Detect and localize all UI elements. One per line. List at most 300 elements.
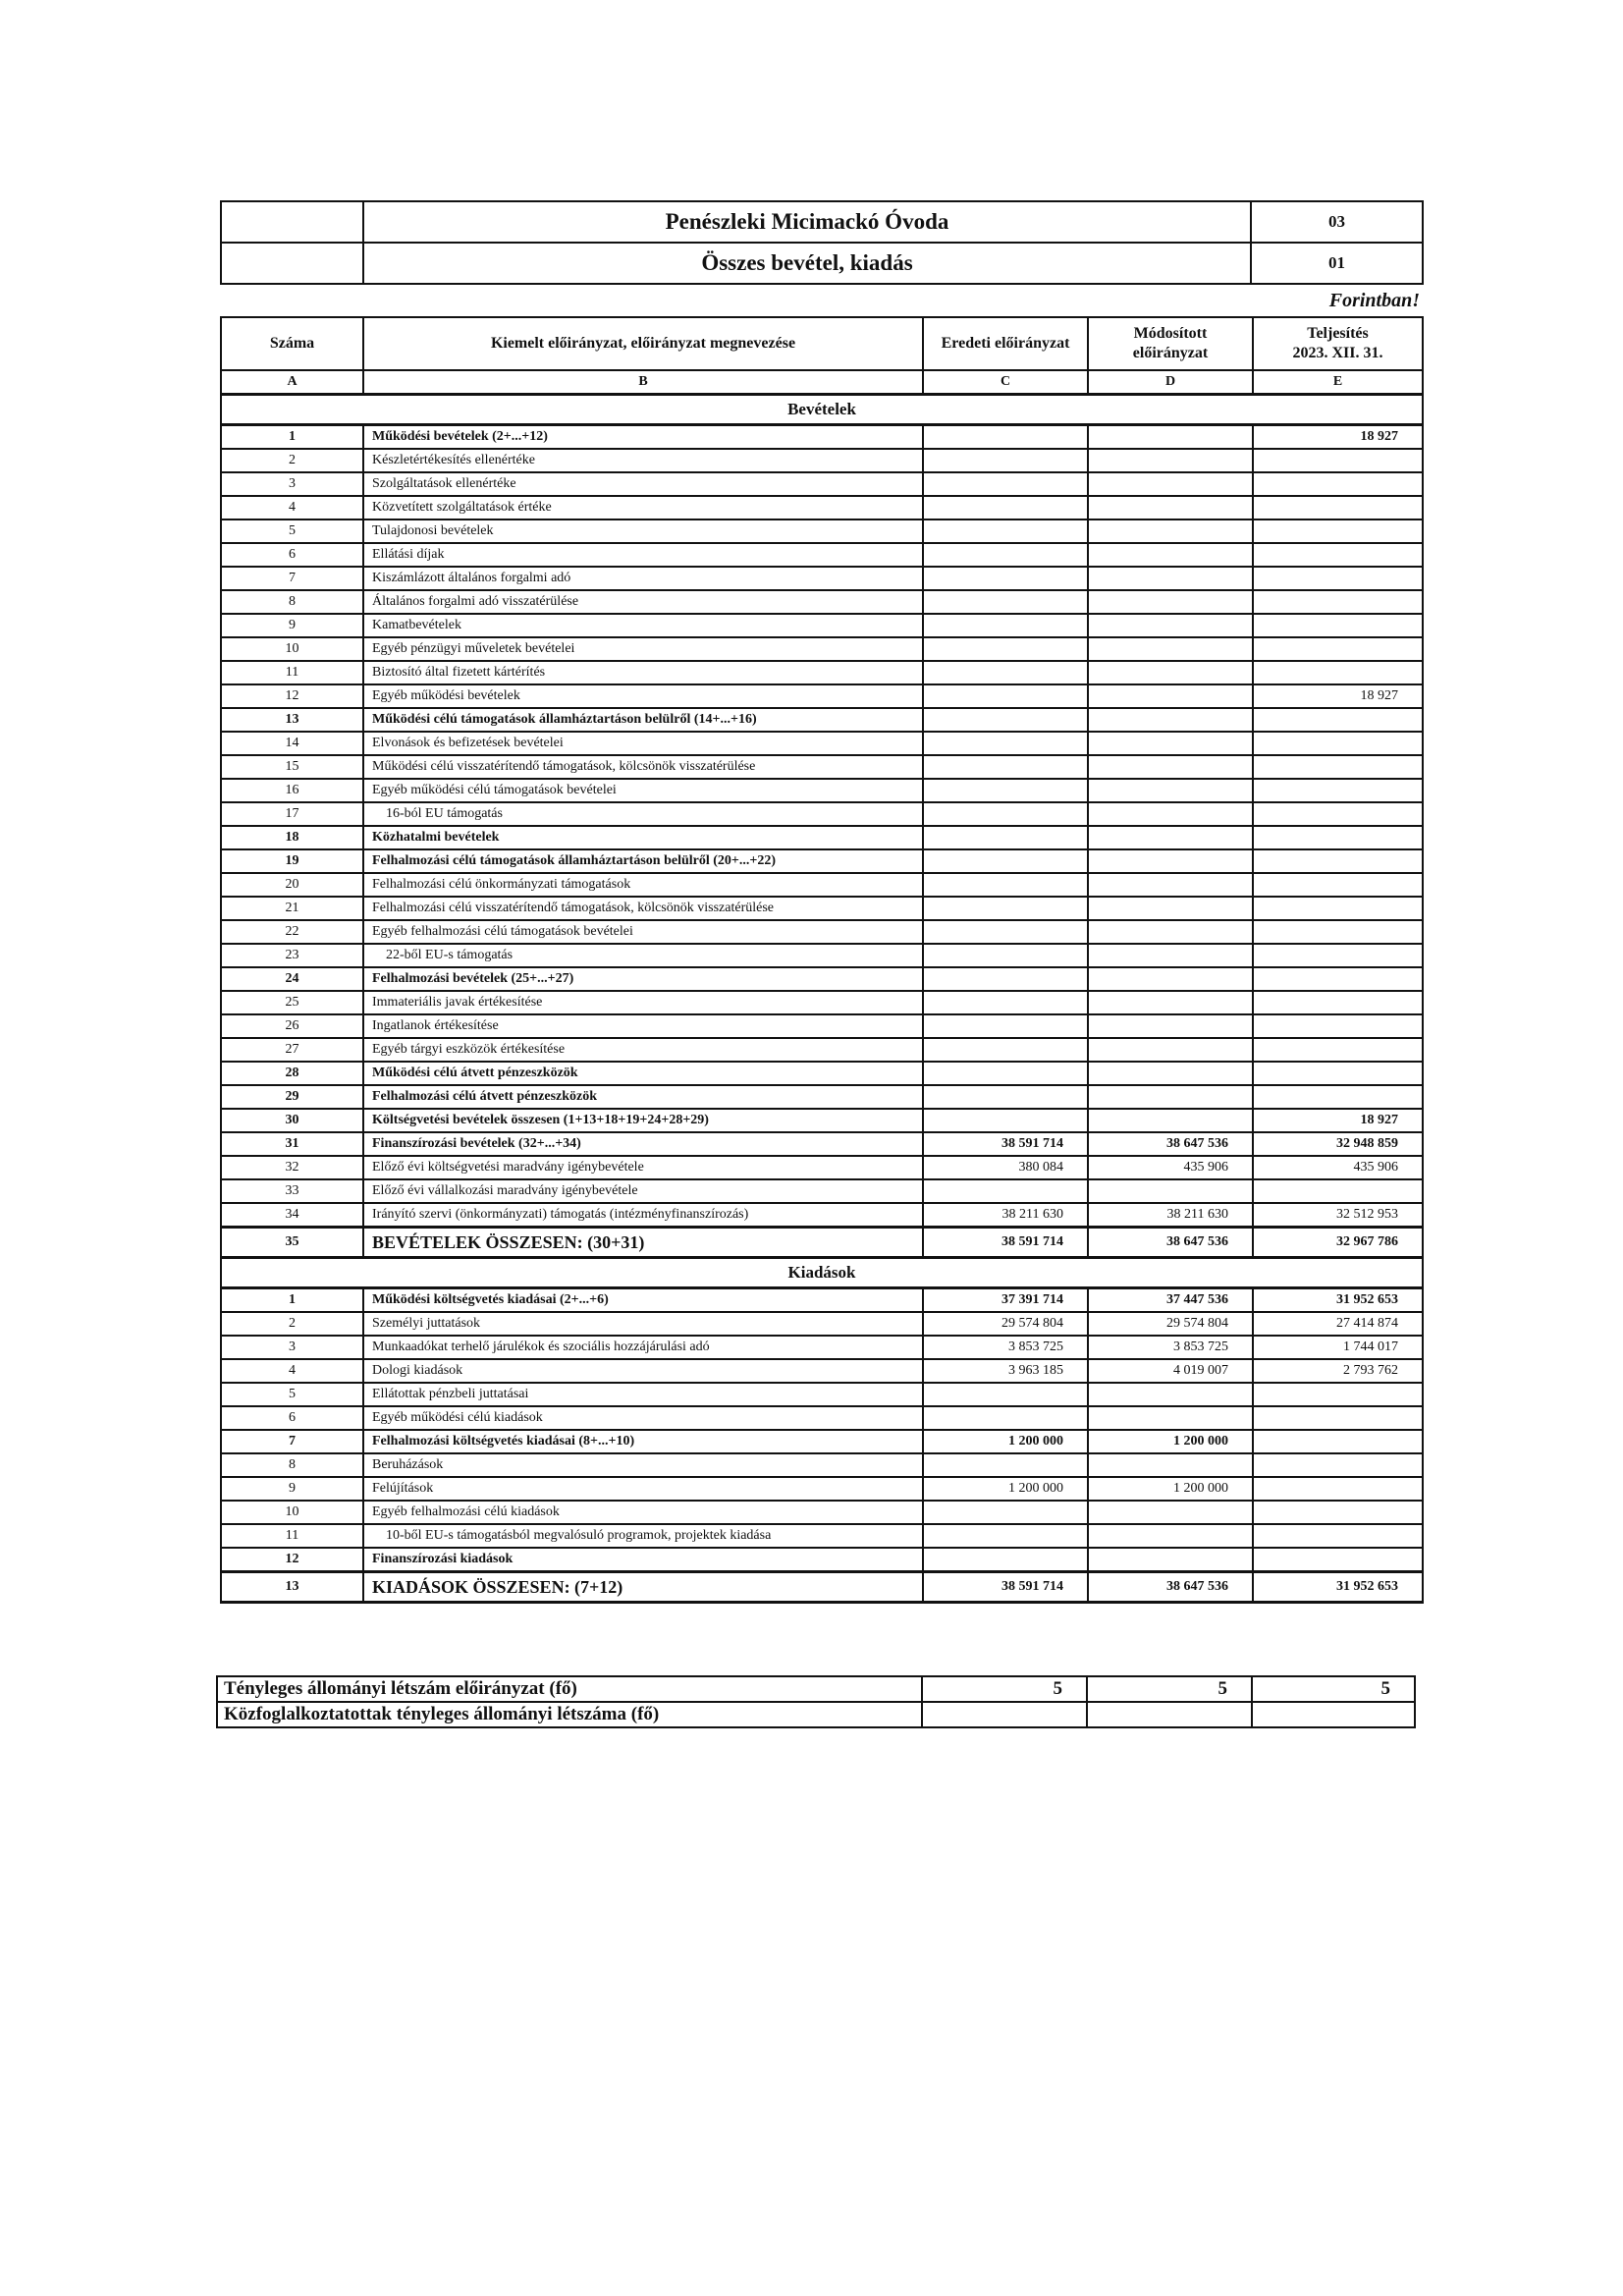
row-label: 22-ből EU-s támogatás [363, 944, 923, 967]
actual-performance [1253, 1085, 1423, 1109]
table-row [221, 661, 1423, 684]
original-appropriation [923, 1038, 1088, 1062]
row-label: Egyéb pénzügyi műveletek bevételei [363, 637, 923, 661]
row-label: 10-ből EU-s támogatásból megvalósuló programok, projektek kiadása [363, 1524, 923, 1548]
row-number: 16 [221, 779, 363, 802]
table-row [221, 873, 1423, 897]
actual-performance: 32 967 786 [1253, 1228, 1423, 1258]
table-row [221, 1548, 1423, 1572]
actual-performance: 18 927 [1253, 684, 1423, 708]
actual-performance: 2 793 762 [1253, 1359, 1423, 1383]
actual-performance [1253, 661, 1423, 684]
row-number: 25 [221, 991, 363, 1014]
modified-appropriation [1088, 897, 1253, 920]
modified-appropriation [1088, 567, 1253, 590]
row-number: 9 [221, 614, 363, 637]
row-number: 2 [221, 1312, 363, 1336]
actual-performance [1253, 590, 1423, 614]
original-appropriation [923, 967, 1088, 991]
row-label: Elvonások és befizetések bevételei [363, 732, 923, 755]
row-number: 12 [221, 1548, 363, 1572]
staff-original: 5 [922, 1676, 1087, 1702]
actual-performance: 1 744 017 [1253, 1336, 1423, 1359]
modified-appropriation [1088, 732, 1253, 755]
table-row [221, 1132, 1423, 1156]
actual-performance [1253, 802, 1423, 826]
staff-table [216, 1675, 1416, 1728]
table-row [221, 732, 1423, 755]
row-number: 9 [221, 1477, 363, 1501]
row-label: Működési költségvetés kiadásai (2+...+6) [363, 1288, 923, 1313]
row-label: Működési célú átvett pénzeszközök [363, 1062, 923, 1085]
row-label: Általános forgalmi adó visszatérülése [363, 590, 923, 614]
actual-performance [1253, 732, 1423, 755]
original-appropriation: 37 391 714 [923, 1288, 1088, 1313]
staff-label: Közfoglalkoztatottak tényleges állományi létszáma (fő) [217, 1702, 922, 1727]
actual-performance: 18 927 [1253, 1109, 1423, 1132]
row-number: 7 [221, 1430, 363, 1453]
col-letter-e: E [1253, 370, 1423, 395]
institution-name: Penészleki Micimackó Óvoda [363, 201, 1251, 243]
row-label: Biztosító által fizetett kártérítés [363, 661, 923, 684]
table-row [221, 967, 1423, 991]
actual-performance: 31 952 653 [1253, 1572, 1423, 1603]
actual-performance [1253, 567, 1423, 590]
table-row [221, 684, 1423, 708]
row-number: 3 [221, 1336, 363, 1359]
row-label: Egyéb működési célú kiadások [363, 1406, 923, 1430]
actual-performance [1253, 849, 1423, 873]
staff-actual: 5 [1252, 1676, 1415, 1702]
actual-performance: 32 512 953 [1253, 1203, 1423, 1228]
table-row [221, 826, 1423, 849]
original-appropriation [923, 920, 1088, 944]
row-number: 31 [221, 1132, 363, 1156]
original-appropriation [923, 496, 1088, 519]
actual-performance [1253, 1179, 1423, 1203]
modified-appropriation [1088, 802, 1253, 826]
modified-appropriation: 38 211 630 [1088, 1203, 1253, 1228]
actual-performance [1253, 614, 1423, 637]
table-row [221, 1014, 1423, 1038]
row-label: Dologi kiadások [363, 1359, 923, 1383]
original-appropriation [923, 732, 1088, 755]
row-label: Ellátási díjak [363, 543, 923, 567]
form-code: 01 [1251, 243, 1423, 284]
table-row [221, 1288, 1423, 1313]
actual-performance [1253, 519, 1423, 543]
row-label: Közhatalmi bevételek [363, 826, 923, 849]
original-appropriation [923, 1501, 1088, 1524]
table-row [221, 637, 1423, 661]
original-appropriation [923, 991, 1088, 1014]
row-label: Kiszámlázott általános forgalmi adó [363, 567, 923, 590]
original-appropriation: 38 591 714 [923, 1228, 1088, 1258]
row-number: 5 [221, 1383, 363, 1406]
original-appropriation: 38 591 714 [923, 1132, 1088, 1156]
row-label: 16-ból EU támogatás [363, 802, 923, 826]
row-label: KIADÁSOK ÖSSZESEN: (7+12) [363, 1572, 923, 1603]
modified-appropriation [1088, 873, 1253, 897]
table-row [221, 425, 1423, 450]
row-label: Előző évi költségvetési maradvány igénybevétele [363, 1156, 923, 1179]
row-number: 17 [221, 802, 363, 826]
table-row [221, 1501, 1423, 1524]
modified-appropriation: 38 647 536 [1088, 1228, 1253, 1258]
row-number: 13 [221, 708, 363, 732]
original-appropriation [923, 449, 1088, 472]
modified-appropriation [1088, 425, 1253, 450]
modified-appropriation [1088, 590, 1253, 614]
row-label: Egyéb felhalmozási célú kiadások [363, 1501, 923, 1524]
actual-performance [1253, 1548, 1423, 1572]
actual-performance [1253, 1062, 1423, 1085]
original-appropriation [923, 590, 1088, 614]
modified-appropriation [1088, 1453, 1253, 1477]
row-number: 1 [221, 1288, 363, 1313]
table-row [221, 944, 1423, 967]
modified-appropriation [1088, 1501, 1253, 1524]
actual-performance: 435 906 [1253, 1156, 1423, 1179]
row-number: 19 [221, 849, 363, 873]
row-number: 14 [221, 732, 363, 755]
table-row [221, 1228, 1423, 1258]
row-label: Felhalmozási célú átvett pénzeszközök [363, 1085, 923, 1109]
row-label: Egyéb működési célú támogatások bevételei [363, 779, 923, 802]
table-row [221, 1038, 1423, 1062]
table-row [221, 543, 1423, 567]
row-number: 23 [221, 944, 363, 967]
table-row [221, 1477, 1423, 1501]
row-number: 8 [221, 1453, 363, 1477]
row-label: Immateriális javak értékesítése [363, 991, 923, 1014]
table-row [221, 614, 1423, 637]
actual-performance [1253, 755, 1423, 779]
table-row [221, 1453, 1423, 1477]
row-number: 4 [221, 1359, 363, 1383]
actual-performance [1253, 637, 1423, 661]
modified-appropriation [1088, 1548, 1253, 1572]
modified-appropriation [1088, 543, 1253, 567]
original-appropriation [923, 684, 1088, 708]
actual-performance: 31 952 653 [1253, 1288, 1423, 1313]
table-row [221, 1203, 1423, 1228]
original-appropriation [923, 708, 1088, 732]
actual-performance: 18 927 [1253, 425, 1423, 450]
table-row [221, 897, 1423, 920]
row-number: 27 [221, 1038, 363, 1062]
actual-performance [1253, 873, 1423, 897]
col-header-name: Kiemelt előirányzat, előirányzat megnevezése [363, 317, 923, 370]
actual-performance [1253, 826, 1423, 849]
modified-appropriation [1088, 1109, 1253, 1132]
report-header [220, 200, 1424, 285]
col-letter-a: A [221, 370, 363, 395]
row-label: Felhalmozási bevételek (25+...+27) [363, 967, 923, 991]
modified-appropriation [1088, 708, 1253, 732]
staff-row [217, 1702, 1415, 1727]
modified-appropriation [1088, 1085, 1253, 1109]
row-label: Ingatlanok értékesítése [363, 1014, 923, 1038]
original-appropriation [923, 1014, 1088, 1038]
staff-original [922, 1702, 1087, 1727]
col-letter-c: C [923, 370, 1088, 395]
row-label: Működési bevételek (2+...+12) [363, 425, 923, 450]
row-number: 6 [221, 543, 363, 567]
col-letter-b: B [363, 370, 923, 395]
row-label: Készletértékesítés ellenértéke [363, 449, 923, 472]
original-appropriation [923, 1179, 1088, 1203]
modified-appropriation [1088, 967, 1253, 991]
row-number: 26 [221, 1014, 363, 1038]
original-appropriation: 1 200 000 [923, 1477, 1088, 1501]
row-number: 10 [221, 637, 363, 661]
table-row [221, 1572, 1423, 1603]
actual-performance [1253, 708, 1423, 732]
modified-appropriation [1088, 755, 1253, 779]
modified-appropriation [1088, 661, 1253, 684]
row-label: Egyéb tárgyi eszközök értékesítése [363, 1038, 923, 1062]
row-number: 35 [221, 1228, 363, 1258]
actual-performance [1253, 1477, 1423, 1501]
original-appropriation: 38 211 630 [923, 1203, 1088, 1228]
actual-performance [1253, 1406, 1423, 1430]
original-appropriation [923, 1453, 1088, 1477]
original-appropriation: 29 574 804 [923, 1312, 1088, 1336]
modified-appropriation: 1 200 000 [1088, 1430, 1253, 1453]
row-number: 5 [221, 519, 363, 543]
row-label: Beruházások [363, 1453, 923, 1477]
table-row [221, 849, 1423, 873]
col-header-actual: Teljesítés 2023. XII. 31. [1253, 317, 1423, 370]
modified-appropriation [1088, 849, 1253, 873]
row-number: 2 [221, 449, 363, 472]
row-label: Ellátottak pénzbeli juttatásai [363, 1383, 923, 1406]
row-number: 8 [221, 590, 363, 614]
original-appropriation: 3 963 185 [923, 1359, 1088, 1383]
original-appropriation [923, 1109, 1088, 1132]
row-label: Finanszírozási bevételek (32+...+34) [363, 1132, 923, 1156]
row-label: Felújítások [363, 1477, 923, 1501]
original-appropriation [923, 1524, 1088, 1548]
table-row [221, 1406, 1423, 1430]
row-label: Felhalmozási költségvetés kiadásai (8+...+10) [363, 1430, 923, 1453]
row-label: BEVÉTELEK ÖSSZESEN: (30+31) [363, 1228, 923, 1258]
row-label: Közvetített szolgáltatások értéke [363, 496, 923, 519]
modified-appropriation: 435 906 [1088, 1156, 1253, 1179]
original-appropriation [923, 944, 1088, 967]
modified-appropriation [1088, 991, 1253, 1014]
row-number: 29 [221, 1085, 363, 1109]
row-number: 12 [221, 684, 363, 708]
table-row [221, 1336, 1423, 1359]
modified-appropriation [1088, 826, 1253, 849]
expense-rows [221, 1288, 1423, 1603]
row-number: 28 [221, 1062, 363, 1085]
actual-performance [1253, 920, 1423, 944]
modified-appropriation [1088, 449, 1253, 472]
table-row [221, 920, 1423, 944]
table-row [221, 496, 1423, 519]
row-label: Felhalmozási célú visszatérítendő támogatások, kölcsönök visszatérülése [363, 897, 923, 920]
table-row [221, 779, 1423, 802]
original-appropriation [923, 637, 1088, 661]
actual-performance [1253, 449, 1423, 472]
modified-appropriation: 3 853 725 [1088, 1336, 1253, 1359]
row-number: 4 [221, 496, 363, 519]
section-title-income: Bevételek [221, 395, 1423, 425]
row-label: Felhalmozási célú támogatások államháztartáson belülről (20+...+22) [363, 849, 923, 873]
row-number: 24 [221, 967, 363, 991]
row-number: 32 [221, 1156, 363, 1179]
actual-performance [1253, 1430, 1423, 1453]
original-appropriation [923, 1548, 1088, 1572]
budget-table [220, 316, 1424, 1604]
table-row [221, 1312, 1423, 1336]
staff-label: Tényleges állományi létszám előirányzat (fő) [217, 1676, 922, 1702]
row-number: 13 [221, 1572, 363, 1603]
original-appropriation [923, 755, 1088, 779]
table-row [221, 1085, 1423, 1109]
modified-appropriation [1088, 920, 1253, 944]
original-appropriation [923, 661, 1088, 684]
institution-code: 03 [1251, 201, 1423, 243]
table-row [221, 1383, 1423, 1406]
original-appropriation [923, 802, 1088, 826]
original-appropriation: 380 084 [923, 1156, 1088, 1179]
row-number: 18 [221, 826, 363, 849]
actual-performance: 32 948 859 [1253, 1132, 1423, 1156]
modified-appropriation [1088, 684, 1253, 708]
actual-performance [1253, 897, 1423, 920]
row-number: 11 [221, 661, 363, 684]
col-header-original: Eredeti előirányzat [923, 317, 1088, 370]
actual-performance [1253, 543, 1423, 567]
row-number: 3 [221, 472, 363, 496]
modified-appropriation: 29 574 804 [1088, 1312, 1253, 1336]
modified-appropriation [1088, 1406, 1253, 1430]
actual-performance [1253, 944, 1423, 967]
actual-performance [1253, 991, 1423, 1014]
row-number: 7 [221, 567, 363, 590]
original-appropriation: 1 200 000 [923, 1430, 1088, 1453]
modified-appropriation [1088, 472, 1253, 496]
original-appropriation [923, 1406, 1088, 1430]
modified-appropriation [1088, 1383, 1253, 1406]
actual-performance [1253, 1501, 1423, 1524]
modified-appropriation [1088, 779, 1253, 802]
original-appropriation [923, 567, 1088, 590]
actual-performance [1253, 1014, 1423, 1038]
row-label: Előző évi vállalkozási maradvány igénybevétele [363, 1179, 923, 1203]
report-sheet [220, 200, 1422, 1604]
col-header-modified: Módosított előirányzat [1088, 317, 1253, 370]
actual-performance [1253, 1383, 1423, 1406]
original-appropriation [923, 873, 1088, 897]
original-appropriation [923, 519, 1088, 543]
row-label: Működési célú visszatérítendő támogatások, kölcsönök visszatérülése [363, 755, 923, 779]
original-appropriation: 3 853 725 [923, 1336, 1088, 1359]
original-appropriation [923, 1383, 1088, 1406]
row-number: 21 [221, 897, 363, 920]
row-number: 6 [221, 1406, 363, 1430]
original-appropriation [923, 849, 1088, 873]
original-appropriation [923, 543, 1088, 567]
row-label: Szolgáltatások ellenértéke [363, 472, 923, 496]
currency-unit: Forintban! [1328, 290, 1420, 311]
modified-appropriation [1088, 1014, 1253, 1038]
col-header-number: Száma [221, 317, 363, 370]
table-row [221, 1179, 1423, 1203]
modified-appropriation [1088, 496, 1253, 519]
table-row [221, 590, 1423, 614]
original-appropriation [923, 1085, 1088, 1109]
staff-modified: 5 [1087, 1676, 1252, 1702]
table-row [221, 472, 1423, 496]
row-number: 1 [221, 425, 363, 450]
modified-appropriation [1088, 1062, 1253, 1085]
row-label: Egyéb felhalmozási célú támogatások bevételei [363, 920, 923, 944]
table-row [221, 449, 1423, 472]
staff-actual [1252, 1702, 1415, 1727]
row-label: Működési célú támogatások államháztartáson belülről (14+...+16) [363, 708, 923, 732]
row-label: Tulajdonosi bevételek [363, 519, 923, 543]
row-number: 15 [221, 755, 363, 779]
table-row [221, 567, 1423, 590]
original-appropriation [923, 472, 1088, 496]
row-number: 22 [221, 920, 363, 944]
table-row [221, 802, 1423, 826]
table-row [221, 755, 1423, 779]
modified-appropriation: 4 019 007 [1088, 1359, 1253, 1383]
row-label: Finanszírozási kiadások [363, 1548, 923, 1572]
form-title: Összes bevétel, kiadás [363, 243, 1251, 284]
table-row [221, 1156, 1423, 1179]
col-letter-d: D [1088, 370, 1253, 395]
original-appropriation [923, 826, 1088, 849]
original-appropriation [923, 425, 1088, 450]
actual-performance [1253, 496, 1423, 519]
row-number: 11 [221, 1524, 363, 1548]
actual-performance [1253, 779, 1423, 802]
row-number: 30 [221, 1109, 363, 1132]
income-rows [221, 425, 1423, 1258]
table-row [221, 1430, 1423, 1453]
modified-appropriation: 37 447 536 [1088, 1288, 1253, 1313]
row-label: Munkaadókat terhelő járulékok és szociális hozzájárulási adó [363, 1336, 923, 1359]
modified-appropriation [1088, 1524, 1253, 1548]
table-row [221, 708, 1423, 732]
original-appropriation [923, 779, 1088, 802]
row-number: 33 [221, 1179, 363, 1203]
actual-performance [1253, 1524, 1423, 1548]
table-row [221, 991, 1423, 1014]
original-appropriation [923, 1062, 1088, 1085]
section-title-expenses: Kiadások [221, 1258, 1423, 1288]
modified-appropriation [1088, 944, 1253, 967]
table-row [221, 1524, 1423, 1548]
actual-performance [1253, 967, 1423, 991]
row-label: Felhalmozási célú önkormányzati támogatások [363, 873, 923, 897]
table-row [221, 1109, 1423, 1132]
row-label: Kamatbevételek [363, 614, 923, 637]
staff-row [217, 1676, 1415, 1702]
table-row [221, 519, 1423, 543]
row-label: Személyi juttatások [363, 1312, 923, 1336]
modified-appropriation [1088, 614, 1253, 637]
actual-performance [1253, 1453, 1423, 1477]
original-appropriation: 38 591 714 [923, 1572, 1088, 1603]
